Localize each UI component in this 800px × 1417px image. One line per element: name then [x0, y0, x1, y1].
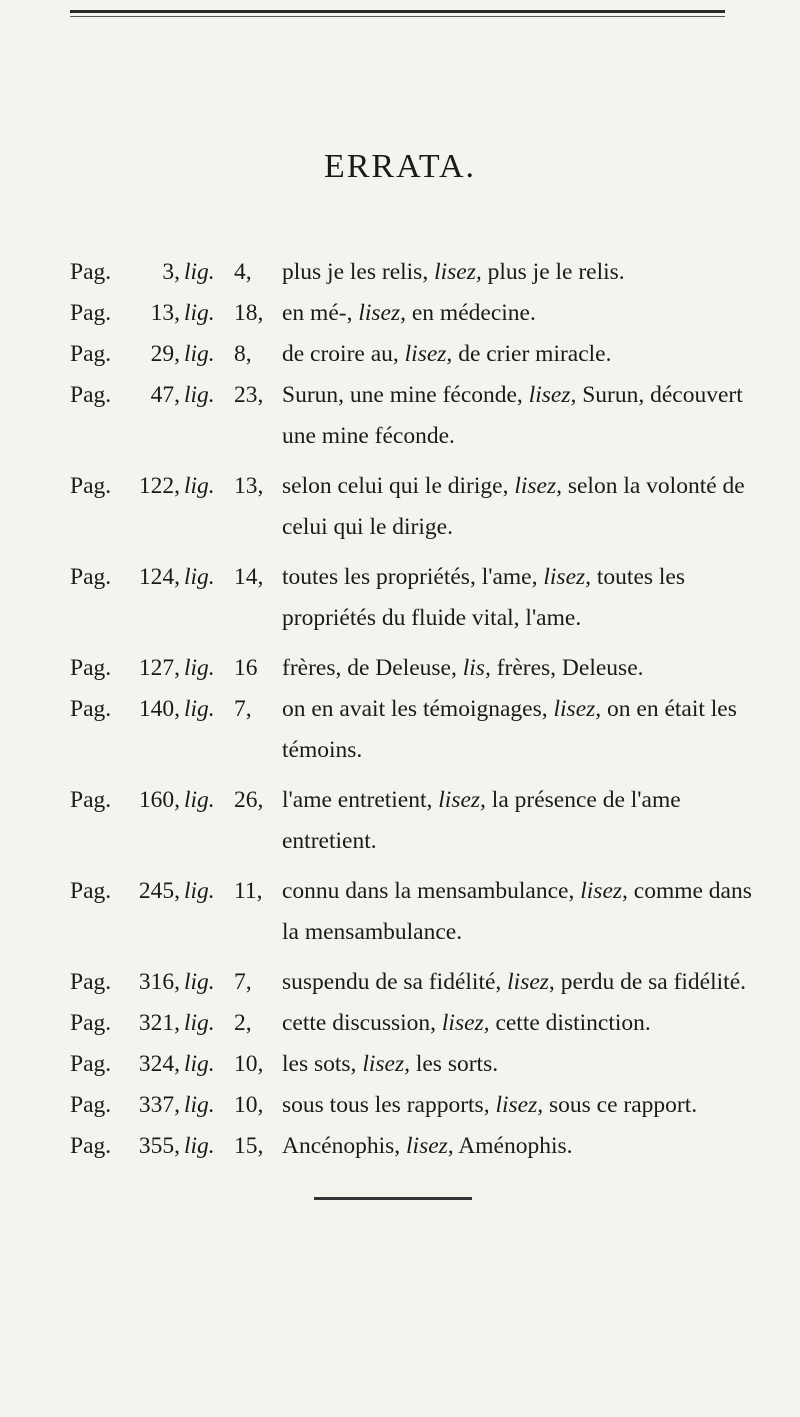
errata-entry	[70, 871, 770, 953]
lig-label: lig.	[184, 473, 215, 499]
pag-label: Pag.	[70, 969, 112, 995]
wrong-text: l'ame entretient,	[282, 787, 433, 813]
wrong-text: connu dans la mensambulance,	[282, 878, 575, 904]
lisez-word: lisez,	[404, 341, 453, 367]
line-number: 7,	[234, 969, 252, 995]
line-number: 14,	[234, 564, 264, 590]
page-number: 245,	[138, 878, 180, 904]
line-number: 7,	[234, 696, 252, 722]
pag-label: Pag.	[70, 1051, 112, 1077]
errata-entry	[70, 334, 770, 375]
errata-entry	[70, 648, 770, 689]
right-text: on en était les témoins.	[282, 696, 737, 763]
right-text: sous ce rapport.	[548, 1092, 698, 1118]
lisez-word: lisez,	[580, 878, 628, 904]
right-text: toutes les propriétés du fluide vital, l'ame.	[282, 564, 686, 631]
right-text: perdu de sa fidélité.	[560, 969, 747, 995]
correction-text	[282, 962, 770, 1003]
correction-text	[282, 648, 770, 689]
right-text: la présence de l'ame entretient.	[282, 787, 681, 854]
errata-entry	[70, 1003, 770, 1044]
line-number: 18,	[234, 300, 264, 326]
line-number: 13,	[234, 473, 264, 499]
lig-label: lig.	[184, 787, 215, 813]
page-number: 321,	[138, 1010, 180, 1036]
pag-label: Pag.	[70, 878, 112, 904]
correction-text	[282, 375, 770, 457]
wrong-text: en mé-,	[282, 300, 353, 326]
right-text: plus je le relis.	[487, 259, 625, 285]
pag-label: Pag.	[70, 564, 112, 590]
correction-text	[282, 557, 770, 639]
correction-text	[282, 1044, 770, 1085]
wrong-text: toutes les propriétés, l'ame,	[282, 564, 538, 590]
right-text: comme dans la mensambulance.	[282, 878, 752, 945]
pag-label: Pag.	[70, 259, 112, 285]
pag-label: Pag.	[70, 382, 112, 408]
errata-entry	[70, 1085, 770, 1126]
lisez-word: lis,	[462, 655, 491, 681]
page-number: 316,	[138, 969, 180, 995]
right-text: Surun, découvert une mine féconde.	[282, 382, 743, 449]
page-number: 47,	[150, 382, 180, 408]
line-number: 15,	[234, 1133, 264, 1159]
errata-entry	[70, 375, 770, 457]
lisez-word: lisez,	[553, 696, 602, 722]
lisez-word: lisez,	[528, 382, 577, 408]
errata-entry	[70, 1126, 770, 1167]
wrong-text: Surun, une mine féconde,	[282, 382, 523, 408]
wrong-text: Ancénophis,	[282, 1133, 401, 1159]
correction-text	[282, 252, 770, 293]
pag-label: Pag.	[70, 655, 112, 681]
right-text: les sorts.	[415, 1051, 499, 1077]
lisez-word: lisez,	[406, 1133, 454, 1159]
page-number: 13,	[150, 300, 180, 326]
correction-text	[282, 1003, 770, 1044]
page-number: 124,	[138, 564, 180, 590]
errata-entry	[70, 252, 770, 293]
lisez-word: lisez,	[438, 787, 486, 813]
right-text: en médecine.	[411, 300, 536, 326]
line-number: 23,	[234, 382, 264, 408]
line-number: 16	[234, 655, 258, 681]
pag-label: Pag.	[70, 1133, 112, 1159]
lisez-word: lisez,	[434, 259, 482, 285]
correction-text	[282, 689, 770, 771]
wrong-text: plus je les relis,	[282, 259, 429, 285]
correction-text	[282, 1126, 770, 1167]
errata-entry	[70, 1044, 770, 1085]
lig-label: lig.	[184, 878, 215, 904]
page-title: ERRATA.	[323, 148, 476, 185]
line-number: 8,	[234, 341, 252, 367]
page-number: 127,	[138, 655, 180, 681]
lisez-word: lisez,	[362, 1051, 410, 1077]
lig-label: lig.	[184, 1092, 215, 1118]
lig-label: lig.	[184, 696, 215, 722]
errata-entry	[70, 466, 770, 548]
pag-label: Pag.	[70, 1092, 112, 1118]
pag-label: Pag.	[70, 473, 112, 499]
page-number: 160,	[138, 787, 180, 813]
page-number: 355,	[138, 1133, 180, 1159]
lig-label: lig.	[184, 1133, 215, 1159]
correction-text	[282, 293, 770, 334]
pag-label: Pag.	[70, 300, 112, 326]
lig-label: lig.	[184, 341, 215, 367]
wrong-text: suspendu de sa fidélité,	[282, 969, 502, 995]
pag-label: Pag.	[70, 696, 112, 722]
correction-text	[282, 334, 770, 375]
wrong-text: on en avait les témoignages,	[282, 696, 548, 722]
wrong-text: selon celui qui le dirige,	[282, 473, 509, 499]
correction-text	[282, 466, 770, 548]
page-number: 324,	[138, 1051, 180, 1077]
page-number: 337,	[138, 1092, 180, 1118]
lisez-word: lisez,	[514, 473, 562, 499]
page-number: 29,	[150, 341, 180, 367]
right-text: frères, Deleuse.	[496, 655, 644, 681]
line-number: 10,	[234, 1092, 264, 1118]
top-rule-thin	[70, 16, 725, 17]
page-number: 122,	[138, 473, 180, 499]
line-number: 11,	[234, 878, 263, 904]
wrong-text: sous tous les rapports,	[282, 1092, 490, 1118]
correction-text	[282, 1085, 770, 1126]
right-text: cette distinction.	[495, 1010, 651, 1036]
wrong-text: de croire au,	[282, 341, 399, 367]
lisez-word: lisez,	[358, 300, 406, 326]
lig-label: lig.	[184, 382, 215, 408]
lisez-word: lisez,	[543, 564, 592, 590]
lig-label: lig.	[184, 1051, 215, 1077]
correction-text	[282, 871, 770, 953]
right-text: selon la volonté de celui qui le dirige.	[282, 473, 745, 540]
errata-entry	[70, 557, 770, 639]
wrong-text: cette discussion,	[282, 1010, 437, 1036]
page-number: 3,	[162, 259, 180, 285]
lig-label: lig.	[184, 655, 215, 681]
lig-label: lig.	[184, 969, 215, 995]
bottom-rule	[314, 1197, 472, 1200]
errata-entry	[70, 689, 770, 771]
lisez-word: lisez,	[441, 1010, 490, 1036]
correction-text	[282, 780, 770, 862]
page-number: 140,	[138, 696, 180, 722]
errata-entry	[70, 293, 770, 334]
lig-label: lig.	[184, 300, 215, 326]
errata-entry	[70, 962, 770, 1003]
line-number: 10,	[234, 1051, 264, 1077]
pag-label: Pag.	[70, 1010, 112, 1036]
pag-label: Pag.	[70, 787, 112, 813]
top-rule-thick	[70, 10, 725, 13]
wrong-text: les sots,	[282, 1051, 357, 1077]
right-text: de crier miracle.	[458, 341, 612, 367]
lisez-word: lisez,	[507, 969, 555, 995]
lig-label: lig.	[184, 564, 215, 590]
pag-label: Pag.	[70, 341, 112, 367]
line-number: 2,	[234, 1010, 252, 1036]
line-number: 4,	[234, 259, 252, 285]
right-text: Aménophis.	[458, 1133, 573, 1159]
lig-label: lig.	[184, 1010, 215, 1036]
errata-list	[70, 252, 770, 1167]
lisez-word: lisez,	[495, 1092, 544, 1118]
wrong-text: frères, de Deleuse,	[282, 655, 457, 681]
lig-label: lig.	[184, 259, 215, 285]
errata-entry	[70, 780, 770, 862]
line-number: 26,	[234, 787, 264, 813]
